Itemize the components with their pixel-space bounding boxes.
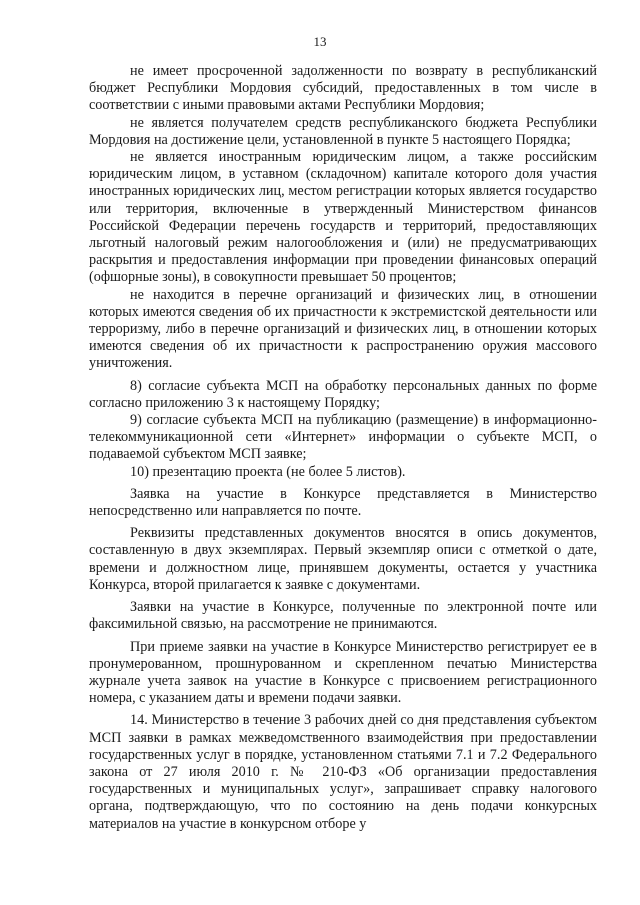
paragraph-document-inventory: Реквизиты представленных документов вносятся в опись документов, составленную в двух экземплярах. Первый экземпляр описи с отметкой о дате, времени и должностном лице, принявшем документы, остается у участника Конкурса, второй прилагается к заявке с документами. [89, 525, 597, 593]
body-text [89, 63, 597, 833]
paragraph-not-recipient: не является получателем средств республиканского бюджета Республики Мордовия на достижение цели, установленной в пункте 5 настоящего Порядка; [89, 114, 597, 148]
paragraph-no-debt: не имеет просроченной задолженности по возврату в республиканский бюджет Республики Мордовия субсидий, предоставленных в том числе в соответствии с иными правовыми актами Республики Мордовия; [89, 63, 597, 114]
paragraph-registration-journal: При приеме заявки на участие в Конкурсе Министерство регистрирует ее в пронумерованном, прошнурованном и скрепленном печатью Министерства журнале учета заявок на участие в Конкурсе с присвоением регистрационного номера, с указанием даты и времени подачи заявки. [89, 638, 597, 707]
page-number: 13 [313, 34, 327, 49]
paragraph-not-in-extremist-list: не находится в перечне организаций и физических лиц, в отношении которых имеются сведения об их причастности к экстремистской деятельности или терроризму, либо в перечне организаций и физических лиц, в отношении которых имеются сведения об их причастности к распространению оружия массового уничтожения. [89, 286, 597, 372]
paragraph-item-10: 10) презентацию проекта (не более 5 листов). [130, 463, 406, 480]
paragraph-email-fax-rejected: Заявки на участие в Конкурсе, полученные по электронной почте или факсимильной связью, на рассмотрение не принимаются. [89, 599, 597, 633]
paragraph-not-foreign-entity: не является иностранным юридическим лицом, а также российским юридическим лицом, в уставном (складочном) капитале которого доля участия иностранных юридических лиц, местом регистрации которых является государство или территория, включенные в утвержденный Министерством финансов Российской Федерации перечень государств и территорий, предоставляющих льготный налоговый режим налогообложения и (или) не предусматривающих раскрытия и предоставления информации при проведении финансовых операций (офшорные зоны), в совокупности превышает 50 процентов; [89, 149, 597, 286]
paragraph-item-8: 8) согласие субъекта МСП на обработку персональных данных по форме согласно приложению 3 к настоящему Порядку; [89, 377, 597, 411]
paragraph-application-submission: Заявка на участие в Конкурсе представляется в Министерство непосредственно или направляется по почте. [89, 485, 597, 520]
paragraph-item-14: 14. Министерство в течение 3 рабочих дней со дня представления субъектом МСП заявки в рамках межведомственного взаимодействия при предоставлении государственных услуг в порядке, установленном статьями 7.1 и 7.2 Федерального закона от 27 июля 2010 г. № 210-ФЗ «Об организации предоставления государственных и муниципальных услуг», запрашивает справку налогового органа, подтверждающую, что по состоянию на день подачи конкурсных материалов на участие в конкурсном отборе у [89, 712, 597, 832]
paragraph-item-9: 9) согласие субъекта МСП на публикацию (размещение) в информационно-телекоммуникационной сети «Интернет» информации о субъекте МСП, о подаваемой субъектом МСП заявке; [89, 412, 597, 463]
